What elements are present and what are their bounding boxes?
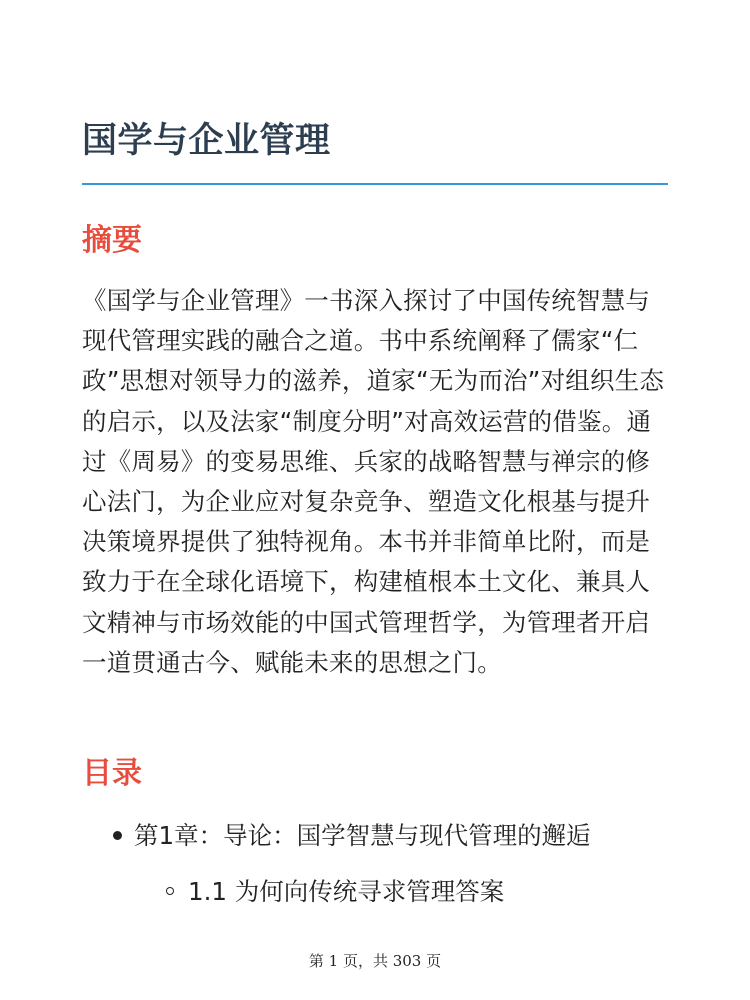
- toc-section-1-1[interactable]: [82, 872, 672, 912]
- page-number-footer: 第 1 页，共 303 页: [308, 952, 442, 970]
- table-of-contents: [82, 816, 672, 912]
- toc-chapter-1[interactable]: [82, 816, 672, 856]
- abstract-heading: 摘要: [82, 223, 142, 258]
- bullet-circle-icon: [166, 887, 174, 895]
- toc-heading: 目录: [82, 756, 142, 791]
- document-title: 国学与企业管理: [82, 121, 331, 161]
- abstract-paragraph: 《国学与企业管理》一书深入探讨了中国传统智慧与现代管理实践的融合之道。书中系统阐释了儒家“仁政”思想对领导力的滋养，道家“无为而治”对组织生态的启示，以及法家“制度分明”对高效运营的借鉴。通过《周易》的变易思维、兵家的战略智慧与禅宗的修心法门，为企业应对复杂竞争、塑造文化根基与提升决策境界提供了独特视角。本书并非简单比附，而是致力于在全球化语境下，构建植根本土文化、兼具人文精神与市场效能的中国式管理哲学，为管理者开启一道贯通古今、赋能未来的思想之门。: [82, 286, 665, 677]
- toc-chapter-label: 第1章：导论：国学智慧与现代管理的邂逅: [134, 821, 591, 850]
- bullet-disc-icon: [113, 831, 122, 840]
- toc-section-label: 1.1 为何向传统寻求管理答案: [188, 877, 505, 906]
- title-divider: [82, 183, 668, 185]
